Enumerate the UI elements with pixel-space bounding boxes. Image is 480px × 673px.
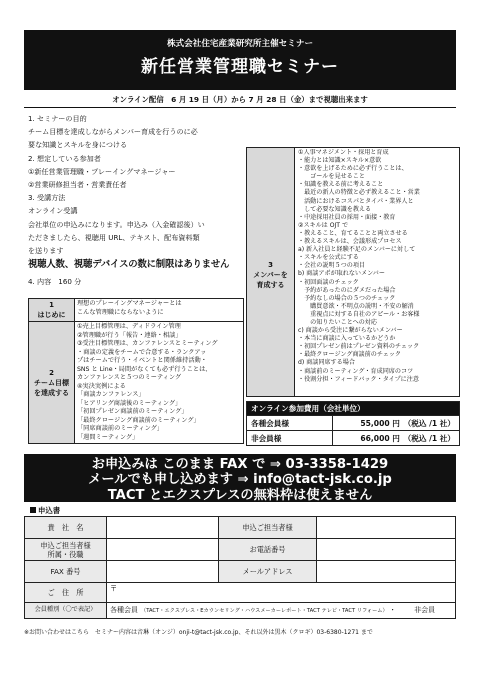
nonmember-option[interactable]: 非会員 bbox=[414, 605, 436, 614]
content-line: ・初回プレゼン前はプレゼン資料のチェック bbox=[298, 343, 420, 351]
content-line: ②スキルは OJT で bbox=[298, 221, 349, 229]
content-line: ・中途採用社員の採用・面接・教育 bbox=[298, 213, 396, 221]
content-line: 予約なしの場合の５つのチェック bbox=[298, 294, 396, 302]
fee-price: 66,000 円 （税込 /1 社） bbox=[360, 434, 455, 443]
content-line: ・役割分担・フィードバック・タイプに注意 bbox=[298, 375, 419, 383]
overview-line: 3. 受講方法 bbox=[28, 193, 66, 203]
row-number: 1 bbox=[49, 301, 54, 309]
content-row-head bbox=[29, 322, 75, 444]
content-table bbox=[28, 298, 244, 444]
content-line: ①人事マネジメント・採用と育成 bbox=[298, 149, 389, 156]
member-development-box bbox=[246, 147, 460, 397]
content-line: 予約があったのにダメだった場合 bbox=[298, 286, 396, 294]
content-line: ・能力とは知識×スキル×意欲 bbox=[298, 157, 382, 165]
content-line: 理想のプレーイングマネージャーとは bbox=[77, 300, 182, 307]
content-row-head bbox=[247, 148, 295, 396]
fee-row bbox=[247, 430, 459, 445]
form-row bbox=[25, 517, 456, 539]
content-heading: 4. 内容 160 分 bbox=[28, 277, 82, 287]
content-line: b) 商談アポが取れないメンバー bbox=[298, 270, 385, 278]
content-line: ・会社の説明５つの項目 bbox=[298, 262, 366, 270]
content-line: 「最終クロージング商談前のミーティング」 bbox=[77, 416, 200, 424]
member-option[interactable]: 各種会員 bbox=[110, 605, 138, 614]
header-banner bbox=[24, 30, 456, 90]
content-line: ・本当に商談に入っているかどうか bbox=[298, 335, 396, 343]
overview-section bbox=[28, 112, 244, 288]
address-label: ご 住 所 bbox=[25, 583, 107, 603]
contact-field[interactable] bbox=[317, 517, 456, 539]
overview-line: 2. 想定している参加者 bbox=[28, 153, 101, 163]
content-line: 最近の新人の特徴と必ず教えること・営業 bbox=[298, 189, 420, 197]
dept-label: 申込ご担当者様 所属・役職 bbox=[25, 539, 107, 561]
content-line: c) 商談から受注に繋がらないメンバー bbox=[298, 327, 403, 335]
content-line: プはチームで行う・イベントと関係維持活動・ bbox=[77, 357, 207, 364]
notice-line: TACT とエクスプレスの無料枠は使えません bbox=[107, 488, 373, 503]
member-option-detail: （TACT・エクスプレス・Eカウンセリング・ハウスメーカーレポート・TACT テレビ・TACT リフォーム） bbox=[141, 607, 386, 614]
row-title: を達成する bbox=[34, 388, 69, 397]
content-line: d) 商談同席する場合 bbox=[298, 359, 355, 367]
content-line: ・商談の定義をチームで合意する・ランクアッ bbox=[77, 348, 207, 356]
member-type-label: 会員種別（〇で表記） bbox=[25, 603, 107, 619]
viewing-notice: 視聴人数、視聴デバイスの数に制限はありません bbox=[28, 259, 230, 271]
content-line: SNS と Line・局間がなくても必ず行うことは、 bbox=[77, 365, 212, 373]
content-line: ③受注目標管理は、カンファレンスとミーティング bbox=[77, 340, 218, 347]
content-row-intro bbox=[29, 299, 244, 322]
content-line: 「ヒアリング商談後のミーティング」 bbox=[77, 399, 182, 407]
contact-footer: ※お問い合わせはこちら セミナー内容は音琳（オンジ）onji-t@tact-jsk.co.jp、それ以外は黒木（クロギ）03-6380-1271 まで bbox=[24, 629, 373, 636]
form-section-label bbox=[30, 506, 60, 516]
row-title: メンバーを bbox=[253, 271, 288, 279]
content-line: ①売上目標管理は、ディドライン管理 bbox=[77, 323, 181, 330]
overview-line: 会社単位の申込みになります。申込み（入金確認後）い bbox=[28, 219, 205, 229]
content-line: ②管理職が行う「報告・連絡・相談」 bbox=[77, 331, 182, 339]
fax-field[interactable] bbox=[107, 561, 219, 583]
content-line: の知りたいことへの対応 bbox=[298, 318, 377, 326]
form-row bbox=[25, 561, 456, 583]
overview-line: ②営業研修担当者・営業責任者 bbox=[28, 180, 127, 190]
member-type-field[interactable] bbox=[107, 603, 456, 619]
fee-label: 各種会員様 bbox=[247, 416, 333, 430]
content-line: ・知識を教える前に考えること bbox=[298, 181, 384, 189]
content-line: 「商談カンファレンス」 bbox=[77, 391, 145, 398]
content-line: 「週間ミーティング」 bbox=[77, 433, 139, 441]
content-row-team-goal bbox=[29, 322, 244, 444]
content-line: a) 新入社員と経験不足のメンバーに対して bbox=[298, 246, 416, 254]
schedule-text: オンライン配信 6 月 19 日（月）から 7 月 28 日（金）まで視聴出来ます bbox=[112, 95, 368, 104]
overview-line: ①新任営業管理職・プレーイングマネージャー bbox=[28, 166, 176, 176]
dept-field[interactable] bbox=[107, 539, 219, 561]
content-line: ・初回面談のチェック bbox=[298, 278, 359, 286]
row-number: 3 bbox=[268, 261, 273, 269]
postal-mark: 〒 bbox=[110, 584, 118, 593]
row-number: 2 bbox=[49, 368, 54, 377]
phone-label: お電話番号 bbox=[219, 539, 317, 561]
content-row-body bbox=[75, 322, 244, 444]
fax-line: お申込みは このまま FAX で ⇒ 03-3358-1429 bbox=[91, 457, 389, 472]
fax-label: FAX 番号 bbox=[25, 561, 107, 583]
content-line: こんな管理職にならないように bbox=[77, 308, 164, 316]
content-line: 「同席商談前のミーティング」 bbox=[77, 425, 164, 432]
content-line: ④実決実例による bbox=[77, 382, 126, 390]
overview-line: オンライン受講 bbox=[28, 206, 78, 216]
fee-row bbox=[247, 415, 459, 430]
fee-label: 非会員様 bbox=[247, 431, 333, 445]
email-field[interactable] bbox=[317, 561, 456, 583]
content-line: ・最終クロージング商談前のチェック bbox=[298, 351, 402, 359]
overview-line: チーム目標を達成しながらメンバー育成を行うのに必 bbox=[28, 127, 198, 137]
content-line: して必要な知識を教える bbox=[298, 205, 372, 213]
overview-line: 1. セミナーの目的 bbox=[28, 114, 87, 123]
content-line: ・教えること、育てることと両立させる bbox=[298, 229, 408, 237]
row-title: チーム目標 bbox=[34, 378, 69, 387]
row-title: 育成する bbox=[256, 281, 285, 289]
fee-price: 55,000 円 （税込 /1 社） bbox=[360, 419, 455, 428]
content-row-head bbox=[29, 299, 75, 322]
form-row bbox=[25, 603, 456, 619]
content-line: ・スキルを公式にする bbox=[298, 254, 359, 262]
overview-line: を送ります bbox=[28, 246, 64, 256]
content-line: ・意欲を上げるために必ず行うことは、 bbox=[298, 165, 408, 173]
content-line: ・商談前のミーティング・育成同席のコツ bbox=[298, 367, 414, 375]
content-line: 活動におけるコスパとタイパ・業界人と bbox=[298, 197, 414, 205]
overview-line: ただきましたら、視聴用 URL、テキスト、配布資料類 bbox=[28, 232, 200, 242]
company-field[interactable] bbox=[107, 517, 219, 539]
phone-field[interactable] bbox=[317, 539, 456, 561]
company-label: 貴 社 名 bbox=[25, 517, 107, 539]
fee-heading: オンライン参加費用（会社単位） bbox=[247, 402, 459, 415]
divider bbox=[24, 107, 456, 108]
page-title: 新任営業管理職セミナー bbox=[141, 57, 339, 77]
content-line: ・教えるスキルは、会議形成プロセス bbox=[298, 238, 402, 246]
form-section-title: 申込書 bbox=[38, 506, 61, 515]
square-bullet-icon bbox=[30, 507, 36, 513]
option-separator: ・ bbox=[389, 605, 397, 614]
member-development-list bbox=[298, 149, 457, 384]
form-row bbox=[25, 539, 456, 561]
content-line: ゴールを見せること bbox=[298, 173, 365, 181]
email-label: メールアドレス bbox=[219, 561, 317, 583]
content-line: カンファレンスと５つのミーティング bbox=[77, 374, 182, 381]
content-line: 重視点に対する自社のアピール・お客様 bbox=[298, 310, 420, 318]
form-row bbox=[25, 583, 456, 603]
row-title: はじめに bbox=[37, 311, 66, 319]
content-line: 「初回プレゼン商談前のミーティング」 bbox=[77, 408, 188, 415]
fee-table bbox=[246, 401, 460, 446]
contact-label: 申込ご担当者様 bbox=[219, 517, 317, 539]
application-banner bbox=[24, 454, 456, 502]
address-field[interactable] bbox=[107, 583, 456, 603]
content-row-body bbox=[75, 299, 244, 322]
application-form bbox=[24, 516, 456, 619]
organizer-text: 株式会社住宅産業研究所主催セミナー bbox=[166, 39, 314, 49]
content-line: 購買意欲・不明点の説明・不安の解消 bbox=[298, 302, 414, 310]
email-line: メールでも申し込めます ⇒ info@tact-jsk.co.jp bbox=[88, 472, 392, 487]
overview-line: 要な知識とスキルを身につける bbox=[28, 140, 128, 150]
